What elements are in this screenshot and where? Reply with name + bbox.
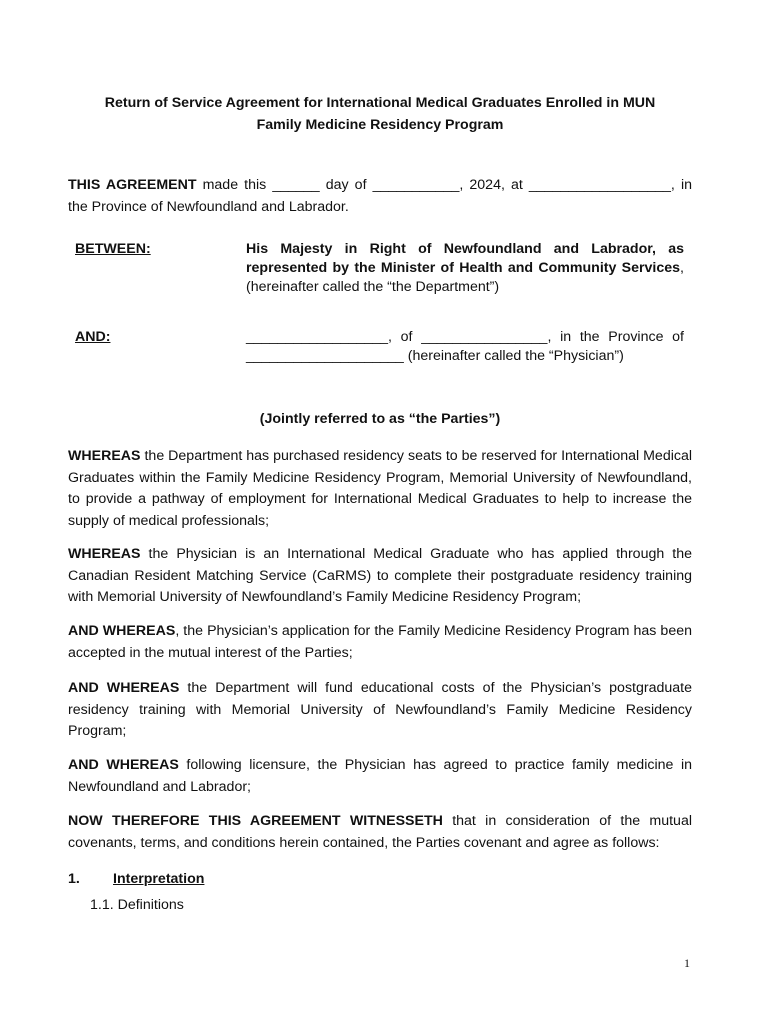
jointly-referred: (Jointly referred to as “the Parties”) — [259, 411, 501, 427]
section-number: 1. — [68, 871, 80, 887]
whereas-clause-1 — [68, 446, 692, 532]
first-party-rest: , (hereinafter called the “the Department”) — [246, 260, 684, 295]
witnesseth-clause — [68, 811, 692, 854]
title-line-1: Return of Service Agreement for International Medical Graduates Enrolled in MUN — [104, 95, 656, 111]
clause-text: the Department will fund educational costs of the Physician’s postgraduate residency training with Memorial University of Newfoundland’s Family Medicine Residency Program; — [68, 680, 692, 739]
clause-text: following licensure, the Physician has agreed to practice family medicine in Newfoundland and Labrador; — [68, 757, 693, 795]
whereas-clause-3 — [68, 621, 692, 664]
agreement-intro — [68, 175, 692, 218]
whereas-clause-4 — [68, 678, 692, 743]
clause-text: that in consideration of the mutual covenants, terms, and conditions herein contained, the Parties covenant and agree as follows: — [68, 813, 692, 851]
first-party — [246, 240, 684, 297]
clause-lead: AND WHEREAS — [68, 623, 176, 639]
intro-text: made this ______ day of ___________, 2024, at __________________, in the Province of Newfoundland and Labrador. — [68, 177, 692, 215]
and-label: AND: — [75, 329, 111, 345]
document-title — [68, 92, 692, 136]
between-label: BETWEEN: — [75, 241, 151, 257]
intro-lead: THIS AGREEMENT — [68, 177, 197, 193]
first-party-name: His Majesty in Right of Newfoundland and Labrador, as represented by the Minister of Health and Community Services — [246, 241, 684, 276]
clause-text: the Department has purchased residency seats to be reserved for International Medical Graduates within the Family Medicine Residency Program, Memorial University of Newfoundland, to provide a pathway of employment for International Medical Graduates to help to increase the supply of medical professionals; — [68, 448, 692, 529]
whereas-clause-5 — [68, 755, 692, 798]
subsection-heading: 1.1. Definitions — [90, 897, 184, 913]
section-heading — [68, 869, 204, 889]
title-line-2: Family Medicine Residency Program — [256, 117, 504, 133]
clause-lead: WHEREAS — [68, 546, 141, 562]
page-number: 1 — [684, 956, 690, 970]
clause-text: the Physician is an International Medical Graduate who has applied through the Canadian Resident Matching Service (CaRMS) to complete their postgraduate residency training with Memorial University of Newfoundland’s Family Medicine Residency Program; — [68, 546, 692, 605]
clause-lead: AND WHEREAS — [68, 680, 180, 696]
clause-lead: AND WHEREAS — [68, 757, 179, 773]
clause-lead: NOW THEREFORE THIS AGREEMENT WITNESSETH — [68, 813, 443, 829]
section-title: Interpretation — [113, 871, 205, 887]
clause-text: , the Physician’s application for the Family Medicine Residency Program has been accepted in the mutual interest of the Parties; — [68, 623, 692, 661]
clause-lead: WHEREAS — [68, 448, 141, 464]
whereas-clause-2 — [68, 544, 692, 609]
second-party: __________________, of ________________, in the Province of ____________________ (hereinafter called the “Physician”) — [246, 329, 684, 364]
